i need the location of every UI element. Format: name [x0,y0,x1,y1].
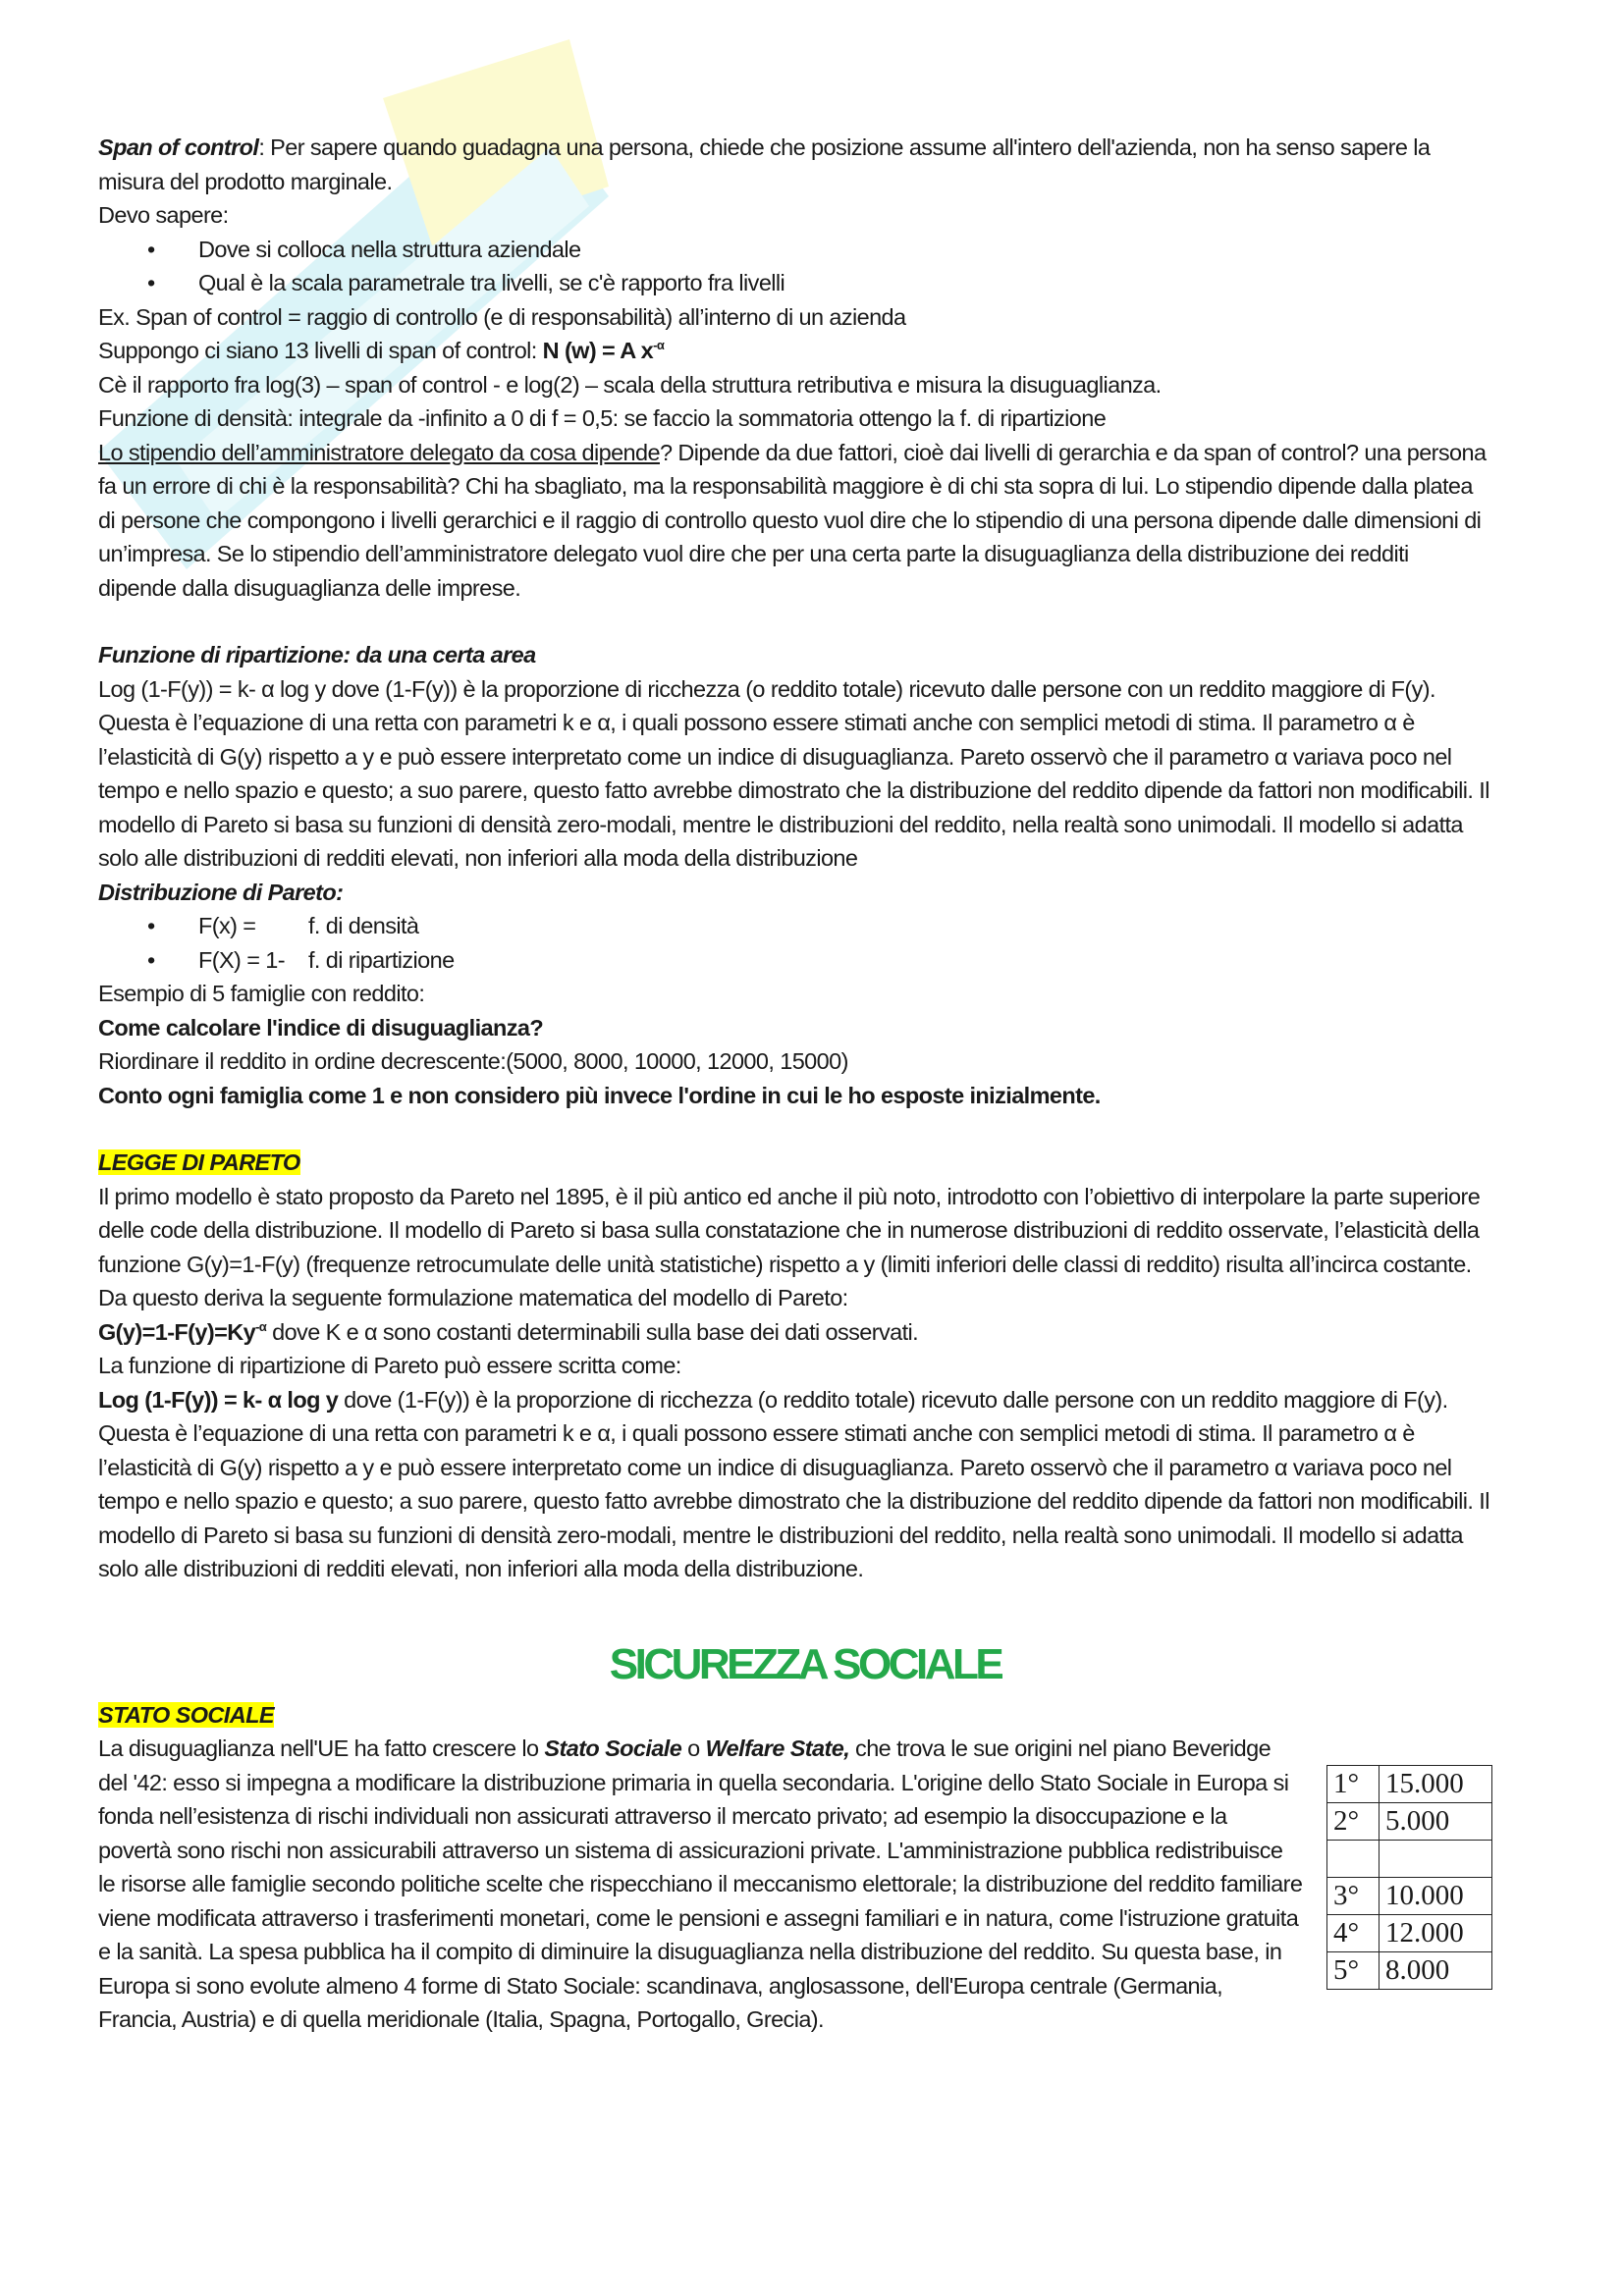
stato-text-a: La disuguaglianza nell'UE ha fatto crescere lo [98,1735,545,1761]
stato-term-2: Welfare State, [705,1735,850,1761]
come-calcolare-line: Come calcolare l'indice di disuguaglianza? [98,1014,544,1041]
stipendio-question: Lo stipendio dell’amministratore delegato da cosa dipende [98,439,660,465]
list-item: • Dove si colloca nella struttura aziendale [198,233,1492,267]
value-cell: 5.000 [1380,1803,1492,1841]
pareto-formula: F(x) = [198,913,256,938]
ripartizione-heading: Funzione di ripartizione: da una certa area [98,642,536,667]
rank-cell: 3° [1327,1878,1380,1915]
formula-g-rest: dove K e α sono costanti determinabili sulla base dei dati osservati. [266,1318,919,1345]
conto-line: Conto ogni famiglia come 1 e non considero più invece l'ordine in cui le ho esposte inizialmente. [98,1082,1101,1108]
formula-nw: N (w) = A x [542,338,654,363]
stipendio-paragraph [98,436,1492,606]
legge-heading-line [98,1146,1492,1180]
levels-line [98,334,1492,368]
stato-text-b: o [681,1735,706,1761]
formula-g: G(y)=1-F(y)=Ky [98,1318,256,1345]
legge-paragraph-3-text: dove (1-F(y)) è la proporzione di ricchezza (o reddito totale) ricevuto dalle persone con un reddito maggiore di F(y). Questa è l’equazione di una retta con parametri k e α, i quali possono essere stimati anche con semplici metodi di stima. Il parametro α è l’elasticità di G(y) rispetto a y e può essere interpretato come un indice di disuguaglianza. Pareto osservò che il parametro α variava poco nel tempo e nello spazio e questo; a suo parere, questo fatto avrebbe dimostrato che la distribuzione del reddito dipende da fattori non modificabili. Il modello di Pareto si basa su funzioni di densità zero-modali, mentre le distribuzioni del reddito, nella realtà sono unimodali. Il modello si adatta solo alle distribuzioni di redditi elevati, non inferiori alla moda della distribuzione. [98,1386,1489,1581]
rank-cell: 5° [1327,1952,1380,1990]
value-cell: 10.000 [1380,1878,1492,1915]
formula-log: Log (1-F(y)) = k- α log y [98,1386,339,1413]
pareto-desc: f. di densità [308,913,419,938]
stato-sociale-heading: STATO SOCIALE [98,1701,274,1728]
formula-g-exp: -α [255,1318,267,1334]
stato-term-1: Stato Sociale [544,1735,682,1761]
rank-cell: 2° [1327,1803,1380,1841]
table-row [1327,1766,1492,1803]
table-row [1327,1878,1492,1915]
value-cell: 8.000 [1380,1952,1492,1990]
stato-heading-line [98,1698,1492,1733]
formula-nw-exp: -α [653,338,665,353]
ripartizione-paragraph: Log (1-F(y)) = k- α log y dove (1-F(y)) è la proporzione di ricchezza (o reddito totale) ricevuto dalle persone con un reddito maggiore di F(y). Questa è l’equazione di una retta con parametri k e α, i quali possono essere stimati anche con semplici metodi di stima. Il parametro α è l’elasticità di G(y) rispetto a y e può essere interpretato come un indice di disuguaglianza. Pareto osservò che il parametro α variava poco nel tempo e nello spazio e questo; a suo parere, questo fatto avrebbe dimostrato che la distribuzione del reddito dipende da fattori non modificabili. Il modello di Pareto si basa su funzioni di densità zero-modali, mentre le distribuzioni del reddito, nella realtà sono unimodali. Il modello si adatta solo alle distribuzioni di redditi elevati, non inferiori alla moda della distribuzione [98,675,1489,871]
reddito-ranking-table [1326,1765,1492,1990]
span-intro-text: : Per sapere quando guadagna una persona, chiede che posizione assume all'intero dell'azienda, non ha senso sapere la misura del prodotto marginale. [98,134,1431,194]
table-row [1327,1803,1492,1841]
rapporto-line: Cè il rapporto fra log(3) – span of control - e log(2) – scala della struttura retributiva e misura la disuguaglianza. [98,371,1162,398]
value-cell [1380,1841,1492,1878]
list-item [198,909,1492,943]
rank-cell: 4° [1327,1915,1380,1952]
legge-paragraph-1: Il primo modello è stato proposto da Pareto nel 1895, è il più antico ed anche il più noto, introdotto con l’obiettivo di interpolare la parte superiore delle code della distribuzione. Il modello di Pareto si basa sulla constatazione che in numerose distribuzioni di reddito osservate, l’elasticità della funzione G(y)=1-F(y) (frequenze retrocumulate delle unità statistiche) rispetto a y (limiti inferiori delle classi di reddito) risulta all’incirca costante. Da questo deriva la seguente formulazione matematica del modello di Pareto: [98,1183,1481,1310]
table-row [1327,1952,1492,1990]
rank-cell [1327,1841,1380,1878]
riordinare-line: Riordinare il reddito in ordine decrescente:(5000, 8000, 10000, 12000, 15000) [98,1048,848,1074]
stato-sociale-paragraph [98,1732,1492,2037]
pareto-desc: f. di ripartizione [308,946,455,973]
span-intro [98,131,1492,198]
table-row [1327,1841,1492,1878]
devo-sapere: Devo sapere: [98,202,229,228]
formula-g-line [98,1315,1492,1350]
esempio-line: Esempio di 5 famiglie con reddito: [98,981,425,1006]
span-bullet-list [98,233,1492,300]
rank-cell: 1° [1327,1766,1380,1803]
stato-text-c: che trova le sue origini nel piano Beveridge del '42: esso si impegna a modificare la distribuzione primaria in quella secondaria. L'origine dello Stato Sociale in Europa si fonda nell’esistenza di rischi individuali non assicurati attraverso il mercato privato; ad esempio la disoccupazione e la povertà sono rischi non assicurabili attraverso un sistema di assicurazioni private. L'amministrazione pubblica redistribuisce le risorse alle famiglie secondo politiche scelte che rispecchiano il meccanismo elettorale; la distribuzione del reddito familiare viene modificata attraverso i trasferimenti monetari, come le pensioni e assegni familiari e in natura, come l'istruzione gratuita e la sanità. La spesa pubblica ha il compito di diminuire la disuguaglianza nella distribuzione del reddito. Su questa base, in Europa si sono evolute almeno 4 forme di Stato Sociale: scandinava, anglosassone, dell'Europa centrale (Germania, Francia, Austria) e di quella meridionale (Italia, Spagna, Portogallo, Grecia). [98,1735,1303,2032]
table-row [1327,1915,1492,1952]
legge-heading: LEGGE DI PARETO [98,1149,300,1175]
legge-paragraph-3 [98,1383,1492,1586]
levels-prefix: Suppongo ci siano 13 livelli di span of control: [98,338,543,363]
list-item: • Qual è la scala parametrale tra livelli, se c'è rapporto fra livelli [198,266,1492,300]
value-cell: 15.000 [1380,1766,1492,1803]
value-cell: 12.000 [1380,1915,1492,1952]
stipendio-text: ? Dipende da due fattori, cioè dai livelli di gerarchia e da span of control? una persona fa un errore di chi è la responsabilità? Chi ha sbagliato, ma la responsabilità maggiore è di chi sta sopra di lui. Lo stipendio dipende dalla platea di persone che compongono i livelli gerarchici e il raggio di controllo questo vuol dire che lo stipendio di una persona dipende dalle dimensioni di un’impresa. Se lo stipendio dell’amministratore delegato vuol dire che per una certa parte la disuguaglianza della distribuzione dei redditi dipende dalla disuguaglianza delle imprese. [98,439,1487,601]
sicurezza-sociale-title: SICUREZZA SOCIALE [609,1639,1001,1688]
ex-line: Ex. Span of control = raggio di controllo (e di responsabilità) all’interno di un azienda [98,303,906,330]
densita-line: Funzione di densità: integrale da -infinito a 0 di f = 0,5: se faccio la sommatoria ottengo la f. di ripartizione [98,405,1107,431]
pareto-distribution-heading: Distribuzione di Pareto: [98,879,344,905]
list-item [198,943,1492,978]
pareto-bullet-list [98,909,1492,977]
pareto-formula: F(X) = 1- [198,946,285,973]
legge-paragraph-2: La funzione di ripartizione di Pareto può essere scritta come: [98,1353,681,1378]
document-page [98,131,1492,2037]
span-term: Span of control [98,134,259,160]
